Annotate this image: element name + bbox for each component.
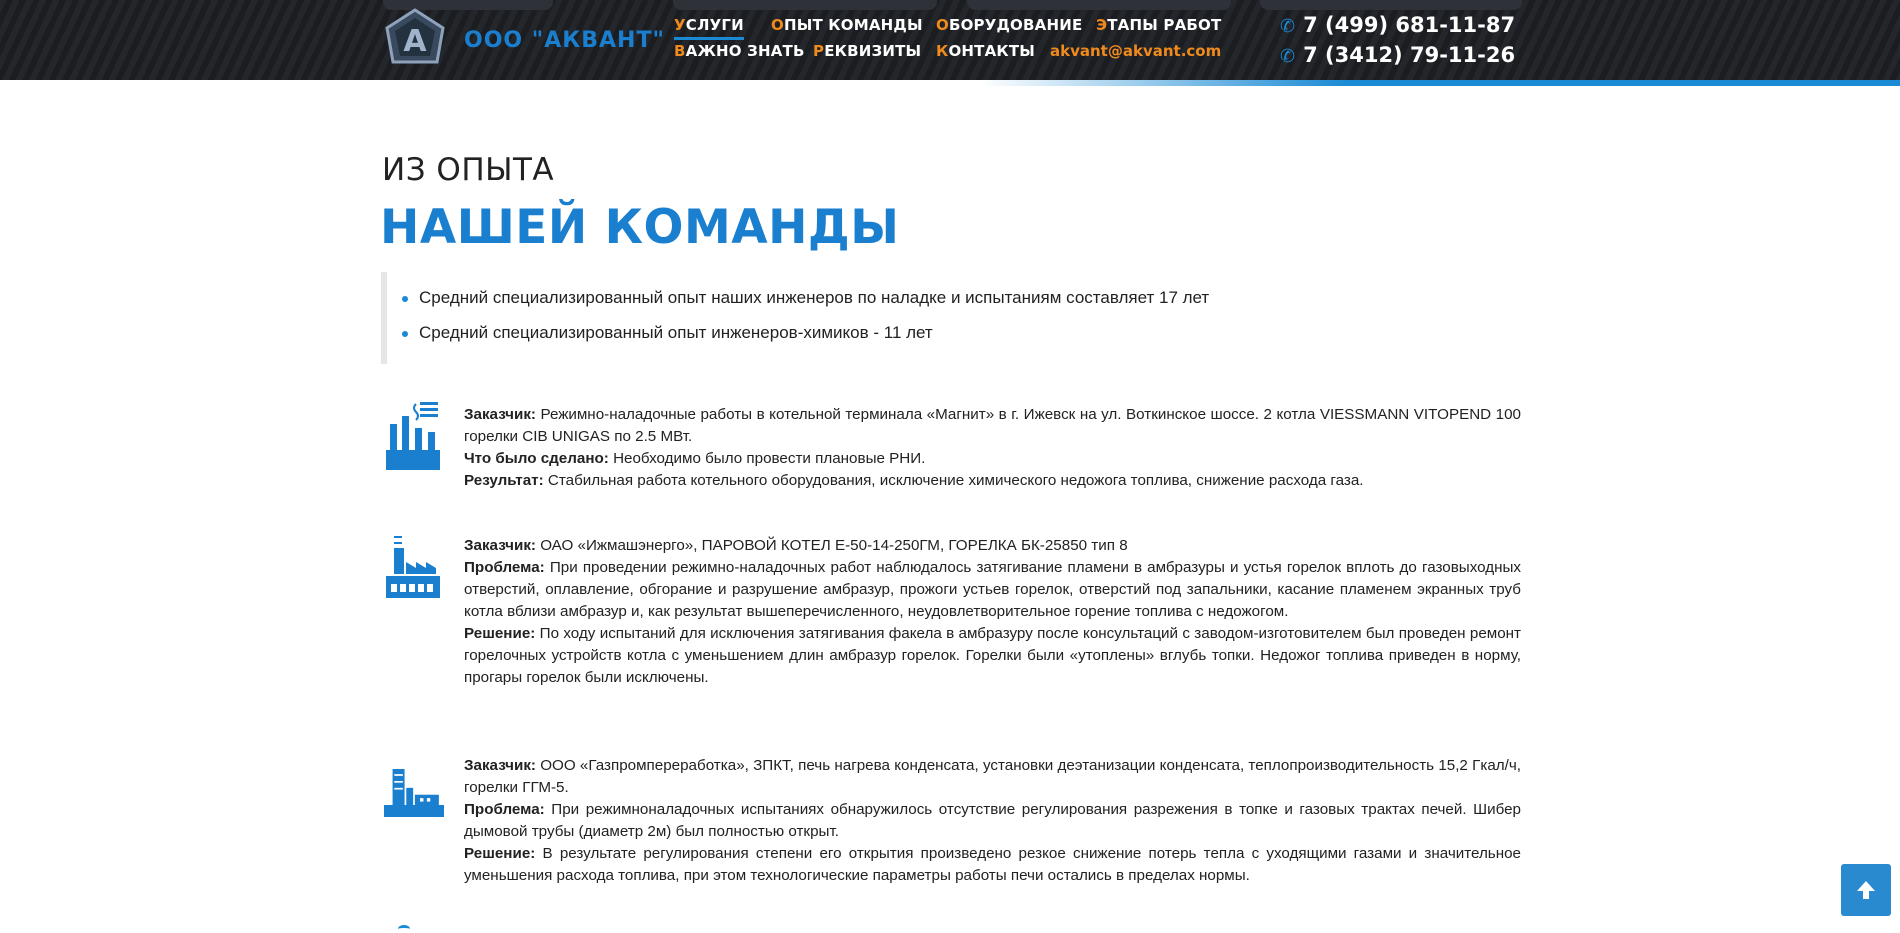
phone-icon: ✆: [1280, 46, 1296, 67]
header-wave-accent: [980, 80, 1900, 86]
case-line: Решение: В результате регулирования степени его открытия произведено резкое снижение потерь тепла с уходящими газами и значительное уменьшения расхода топлива, при этом технологические параметры работы печи остались в пределах нормы.: [464, 845, 1521, 884]
case-description: [464, 755, 1521, 887]
case-line: Проблема: При режимноналадочных испытаниях обнаружилось отсутствие регулирования разрежения в топке и газовых трактах печей. Шибер дымовой трубы (диаметр 2м) был полностью открыт.: [464, 801, 1521, 840]
phone-icon: ✆: [1280, 16, 1296, 37]
summary-item: Средний специализированный опыт наших инженеров по наладке и испытаниям составляет 17 лет: [419, 288, 1210, 307]
phone-2[interactable]: ✆ 7 (3412) 79-11-26: [1280, 43, 1516, 67]
case-line: Проблема: При проведении режимно-наладочных работ наблюдалось затягивание пламени в амбразуры и устья горелок вплоть до газовыходных отверстий, оплавление, обгорание и разрушение амбразур, прожоги устьев горелок, отверстий под запальники, касание пламенем экранных труб котла вблизи амбразур и, как результат вышеперечисленного, неудовлетворительное горение топлива с недожогом.: [464, 559, 1521, 620]
scroll-to-top-button[interactable]: [1841, 864, 1891, 916]
case-line: Заказчик: Режимно-наладочные работы в котельной терминала «Магнит» в г. Ижевск на ул. Воткинское шоссе. 2 котла VIESSMANN VITOPEND 100 горелки CIB UNIGAS по 2.5 МВт.: [464, 406, 1521, 445]
section-title-small: ИЗ ОПЫТА: [382, 152, 555, 188]
summary-item: Средний специализированный опыт инженеров-химиков - 11 лет: [419, 323, 933, 342]
next-case-icon: [398, 925, 410, 933]
company-logo[interactable]: [383, 8, 447, 72]
arrow-up-icon: [1854, 878, 1878, 902]
nav-work-stages[interactable]: ЭТАПЫ РАБОТ: [1096, 16, 1222, 34]
nav-equipment[interactable]: ОБОРУДОВАНИЕ: [936, 16, 1083, 34]
nav-team-experience[interactable]: ОПЫТ КОМАНДЫ: [771, 16, 923, 34]
case-line: Заказчик: ООО «Газпромпереработка», ЗПКТ, печь нагрева конденсата, установки деэтанизации конденсата, теплопроизводительность 15,2 Гкал/ч, горелки ГГМ-5.: [464, 757, 1521, 796]
case-description: [464, 535, 1521, 689]
gas-plant-icon: [384, 758, 444, 828]
site-header: [0, 0, 1900, 80]
case-line: Решение: По ходу испытаний для исключения затягивания факела в амбразуру после консультаций с заводом-изготовителем был проведен ремонт горелочных устройств котла с уменьшением длин амбразур горелок. Горелки были «утоплены» вглубь топки. Недожог топлива приведен в норму, прогары горелок были исключены.: [464, 625, 1521, 686]
svg-text:A: A: [403, 24, 427, 59]
case-line: Результат: Стабильная работа котельного оборудования, исключение химического недожога топлива, снижение расхода газа.: [464, 472, 1364, 489]
brand-name[interactable]: ООО "АКВАНТ": [464, 28, 665, 53]
case-line: Что было сделано: Необходимо было провести плановые РНИ.: [464, 450, 926, 467]
experience-summary: [381, 272, 1527, 364]
nav-contacts[interactable]: КОНТАКТЫ: [936, 42, 1036, 60]
phone-1[interactable]: ✆ 7 (499) 681-11-87: [1280, 13, 1516, 37]
case-line: Заказчик: ОАО «Ижмашэнерго», ПАРОВОЙ КОТЕЛ Е-50-14-250ГМ, ГОРЕЛКА БК-25850 тип 8: [464, 537, 1128, 554]
email-link[interactable]: akvant@akvant.com: [1050, 42, 1222, 60]
factory-icon: [384, 402, 444, 472]
boiler-plant-icon: [384, 532, 444, 602]
nav-services[interactable]: УСЛУГИ: [674, 16, 744, 34]
nav-requisites[interactable]: РЕКВИЗИТЫ: [813, 42, 922, 60]
section-title: НАШЕЙ КОМАНДЫ: [380, 200, 900, 255]
case-description: [464, 404, 1521, 492]
nav-important[interactable]: ВАЖНО ЗНАТЬ: [674, 42, 805, 60]
